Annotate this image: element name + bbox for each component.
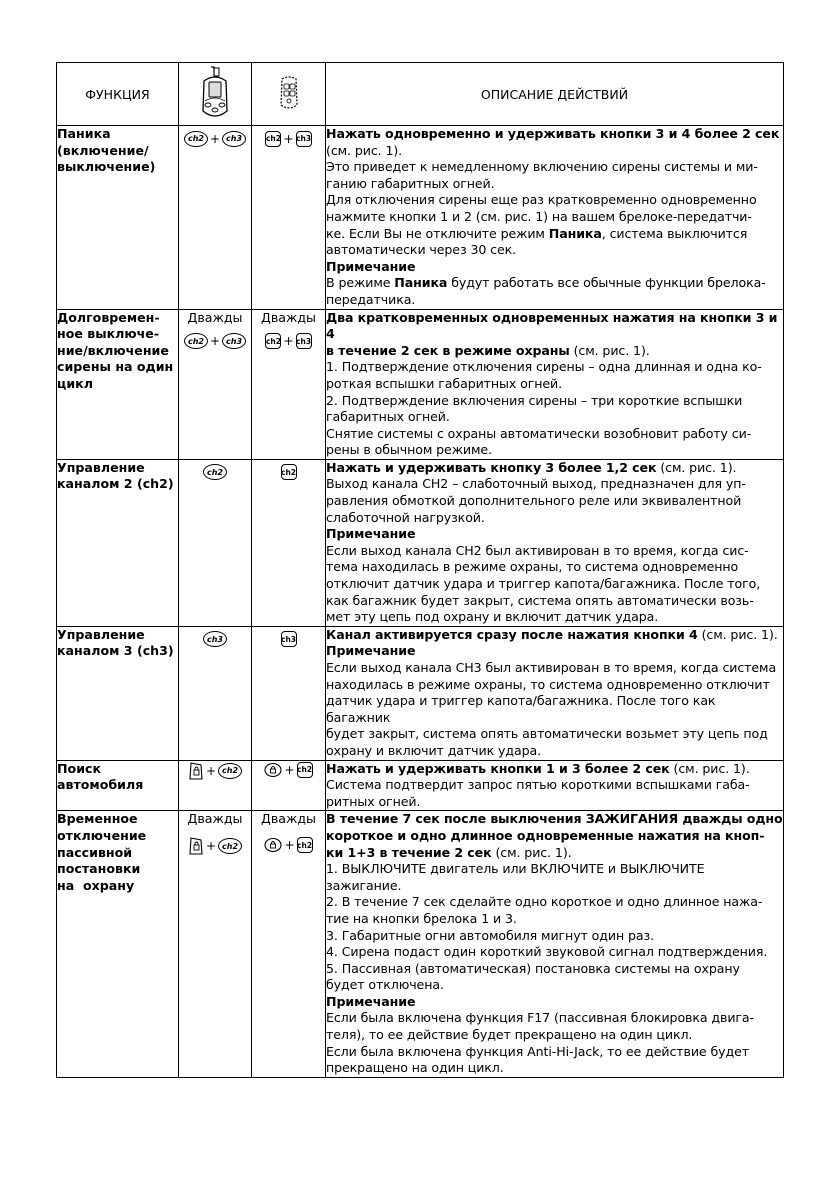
- desc-line: Если выход канала CH2 был активирован в то время, когда сис-: [326, 542, 749, 558]
- plus-sign: +: [209, 334, 221, 349]
- remote-main-image: [179, 63, 252, 126]
- function-table: [56, 62, 784, 1078]
- function-name-line: каналом 2 (ch2): [57, 476, 174, 492]
- desc-line: слаботочной нагрузкой.: [326, 509, 485, 525]
- desc-bold: короткое и одно длинное одновременные нажатия на кноп-: [326, 827, 765, 843]
- desc-line: (см. рис. 1).: [326, 142, 403, 158]
- button-combo: [188, 761, 242, 781]
- table-header-row: [57, 63, 784, 126]
- main-remote-buttons: [179, 811, 252, 1078]
- desc-line: Если была включена функция Anti-Hi-Jack, то ее действие будет: [326, 1043, 749, 1059]
- button-combo: [184, 333, 246, 349]
- button-combo: [188, 836, 242, 856]
- function-name-line: на охрану: [57, 877, 135, 893]
- function-name-line: Долговремен-: [57, 309, 160, 325]
- function-name-line: сирены на один: [57, 359, 174, 375]
- function-name-line: Временное: [57, 811, 138, 827]
- desc-line: прекращено на один цикл.: [326, 1060, 504, 1076]
- desc-line: тема находилась в режиме охраны, то система одновременно: [326, 559, 739, 575]
- note-heading: Примечание: [326, 993, 416, 1009]
- desc-bold: ки 1+3 в течение 2 сек: [326, 844, 492, 860]
- description: [326, 626, 784, 760]
- desc-line: габаритных огней.: [326, 409, 450, 425]
- desc-line: как багажник будет закрыт, система опять автоматически возь-: [326, 592, 754, 608]
- lock-circle-icon: [264, 761, 282, 779]
- table-row: [57, 760, 784, 811]
- plus-sign: +: [284, 762, 295, 777]
- ch3-square-icon: ch3: [296, 131, 312, 147]
- secondary-remote-buttons: [252, 626, 326, 760]
- desc-line: Это приведет к немедленному включению сирены системы и ми-: [326, 159, 758, 175]
- secondary-remote-buttons: [252, 811, 326, 1078]
- function-name: [57, 126, 179, 310]
- desc-line: Для отключения сирены еще раз кратковременно одновременно: [326, 192, 757, 208]
- desc-line: [326, 343, 783, 360]
- desc-line: тие на кнопки брелока 1 и 3.: [326, 910, 517, 926]
- button-combo: [184, 131, 246, 147]
- function-name-line: выключение): [57, 159, 156, 175]
- desc-line: будет отключена.: [326, 977, 444, 993]
- function-name-line: цикл: [57, 375, 93, 391]
- desc-bold: Нажать одновременно и удерживать кнопки 3 и 4 более 2 сек: [326, 126, 780, 141]
- header-description: ОПИСАНИЕ ДЕЙСТВИЙ: [326, 63, 784, 126]
- desc-line: теля), то ее действие будет прекращено на один цикл.: [326, 1027, 693, 1043]
- desc-line: передатчика.: [326, 291, 416, 307]
- plus-sign: +: [209, 131, 221, 146]
- lock-button-icon: [188, 836, 204, 856]
- function-name-line: ное выключе-: [57, 326, 160, 342]
- desc-line: [326, 761, 783, 778]
- remote-secondary-image: [252, 63, 326, 126]
- desc-line: ганию габаритных огней.: [326, 175, 495, 191]
- desc-line: [326, 226, 783, 243]
- main-remote-buttons: [179, 760, 252, 811]
- description: [326, 811, 784, 1078]
- main-remote-buttons: [179, 459, 252, 626]
- desc-line: датчик удара и триггер капота/багажника. После того как багажник: [326, 693, 716, 725]
- desc-line: 5. Пассивная (автоматическая) постановка системы на охрану: [326, 960, 740, 976]
- button-combo: [265, 333, 311, 349]
- function-name: [57, 309, 179, 459]
- function-name: [57, 760, 179, 811]
- lock-button-icon: [188, 761, 204, 781]
- ch2-square-icon: ch2: [297, 837, 313, 853]
- table-row: [57, 126, 784, 310]
- twice-label: Дважды: [261, 309, 316, 325]
- plus-sign: +: [205, 763, 217, 778]
- plus-sign: +: [283, 334, 294, 349]
- desc-text: (см. рис. 1).: [569, 342, 650, 358]
- desc-text: , система выключится: [601, 225, 748, 241]
- ch2-square-icon: ch2: [281, 464, 297, 480]
- table-row: [57, 626, 784, 760]
- ch3-square-icon: ch3: [281, 631, 297, 647]
- function-name-line: автомобиля: [57, 777, 144, 793]
- main-remote-buttons: [179, 309, 252, 459]
- desc-line: Если выход канала CH3 был активирован в то время, когда система: [326, 660, 777, 675]
- ch3-oval-icon: ch3: [222, 333, 246, 349]
- twice-label: Дважды: [187, 811, 243, 827]
- desc-line: [326, 275, 783, 292]
- button-combo: [265, 131, 311, 147]
- desc-line: рены в обычном режиме.: [326, 442, 492, 458]
- desc-line: мет эту цепь под охрану и включит датчик удара.: [326, 609, 659, 625]
- table-row: [57, 309, 784, 459]
- plus-sign: +: [205, 839, 217, 854]
- desc-line: 3. Габаритные огни автомобиля мигнут один раз.: [326, 927, 655, 943]
- remote-small-icon: [278, 75, 300, 111]
- desc-line: 1. ВЫКЛЮЧИТЕ двигатель или ВКЛЮЧИТЕ и ВЫКЛЮЧИТЕ зажигание.: [326, 861, 705, 893]
- secondary-remote-buttons: [252, 309, 326, 459]
- function-name-line: каналом 3 (ch3): [57, 643, 174, 659]
- function-name: [57, 459, 179, 626]
- function-name-line: Управление: [57, 626, 145, 642]
- function-name-line: Поиск: [57, 760, 102, 776]
- desc-line: [326, 845, 783, 862]
- desc-line: [326, 627, 783, 644]
- desc-line: нажмите кнопки 1 и 2 (см. рис. 1) на вашем брелоке-передатчи-: [326, 208, 752, 224]
- desc-line: охрану и включит датчик удара.: [326, 742, 541, 758]
- desc-line: роткая вспышки габаритных огней.: [326, 375, 563, 391]
- desc-text: В режиме: [326, 275, 395, 291]
- desc-text: (см. рис. 1).: [491, 844, 572, 860]
- function-name-line: (включение/: [57, 142, 149, 158]
- desc-bold: В течение 7 сек после выключения ЗАЖИГАНИЯ дважды одно: [326, 811, 783, 827]
- header-function: ФУНКЦИЯ: [57, 63, 179, 126]
- ch3-oval-icon: ch3: [203, 631, 227, 647]
- plus-sign: +: [284, 838, 295, 853]
- desc-line: автоматически через 30 сек.: [326, 242, 517, 258]
- secondary-remote-buttons: [252, 459, 326, 626]
- ch2-oval-icon: ch2: [184, 131, 208, 147]
- ch2-oval-icon: ch2: [203, 464, 227, 480]
- desc-bold: Нажать и удерживать кнопки 1 и 3 более 2 сек: [326, 760, 670, 776]
- desc-line: Система подтвердит запрос пятью короткими вспышками габа-: [326, 777, 750, 793]
- desc-text: (см. рис. 1).: [697, 626, 778, 642]
- ch2-oval-icon: ch2: [218, 763, 242, 779]
- function-name-line: отключение: [57, 827, 147, 843]
- plus-sign: +: [283, 131, 294, 146]
- desc-line: 2. В течение 7 сек сделайте одно короткое и одно длинное нажа-: [326, 894, 763, 910]
- desc-line: Если была включена функция F17 (пассивная блокировка двига-: [326, 1010, 754, 1026]
- desc-line: 2. Подтверждение включения сирены – три короткие вспышки: [326, 392, 743, 408]
- table-row: [57, 811, 784, 1078]
- secondary-remote-buttons: [252, 760, 326, 811]
- lock-circle-icon: [264, 836, 282, 854]
- ch2-oval-icon: ch2: [218, 838, 242, 854]
- function-name-line: Паника: [57, 126, 111, 141]
- desc-text: (см. рис. 1).: [669, 760, 750, 776]
- secondary-remote-buttons: [252, 126, 326, 310]
- ch2-square-icon: ch2: [265, 131, 281, 147]
- desc-text: (см. рис. 1).: [656, 459, 737, 475]
- desc-line: 1. Подтверждение отключения сирены – одна длинная и одна ко-: [326, 359, 762, 375]
- desc-line: находилась в режиме охраны, то система одновременно отключит: [326, 676, 770, 692]
- note-heading: Примечание: [326, 258, 416, 274]
- desc-text: ке. Если Вы не отключите режим: [326, 225, 549, 241]
- ch2-square-icon: ch2: [297, 762, 313, 778]
- function-name-line: постановки: [57, 861, 141, 877]
- note-heading: Примечание: [326, 643, 416, 659]
- function-name-line: пассивной: [57, 844, 133, 860]
- function-name-line: Управление: [57, 459, 145, 475]
- description: [326, 126, 784, 310]
- desc-bold: Канал активируется сразу после нажатия кнопки 4: [326, 626, 698, 642]
- button-combo: [264, 836, 312, 854]
- desc-bold: Паника: [548, 225, 602, 241]
- desc-line: равления обмоткой дополнительного реле или эквивалентной: [326, 493, 742, 509]
- main-remote-buttons: [179, 126, 252, 310]
- desc-text: будут работать все обычные функции брелока-: [447, 275, 766, 291]
- table-row: [57, 459, 784, 626]
- description: [326, 760, 784, 811]
- desc-line: 4. Сирена подаст один короткий звуковой сигнал подтверждения.: [326, 944, 768, 960]
- description: [326, 459, 784, 626]
- twice-label: Дважды: [187, 309, 243, 325]
- button-combo: [264, 761, 312, 779]
- main-remote-buttons: [179, 626, 252, 760]
- twice-label: Дважды: [261, 811, 316, 827]
- desc-bold: Паника: [394, 275, 448, 291]
- desc-line: Выход канала CH2 – слаботочный выход, предназначен для уп-: [326, 476, 746, 492]
- desc-line: Снятие системы с охраны автоматически возобновит работу си-: [326, 425, 752, 441]
- desc-line: [326, 460, 783, 477]
- desc-bold: Нажать и удерживать кнопку 3 более 1,2 сек: [326, 459, 657, 475]
- ch3-square-icon: ch3: [296, 333, 312, 349]
- ch3-oval-icon: ch3: [222, 131, 246, 147]
- remote-lcd-icon: [200, 65, 230, 121]
- function-name: [57, 626, 179, 760]
- function-name-line: ние/включение: [57, 342, 169, 358]
- description: [326, 309, 784, 459]
- desc-bold: в течение 2 сек в режиме охраны: [326, 342, 570, 358]
- desc-bold: Два кратковременных одновременных нажатия на кнопки 3 и 4: [326, 309, 778, 342]
- desc-line: будет закрыт, система опять автоматически возьмет эту цепь под: [326, 726, 768, 742]
- desc-line: отключит датчик удара и триггер капота/багажника. После того,: [326, 576, 761, 592]
- ch2-square-icon: ch2: [265, 333, 281, 349]
- ch2-oval-icon: ch2: [184, 333, 208, 349]
- note-heading: Примечание: [326, 526, 416, 542]
- desc-line: ритных огней.: [326, 793, 421, 809]
- function-name: [57, 811, 179, 1078]
